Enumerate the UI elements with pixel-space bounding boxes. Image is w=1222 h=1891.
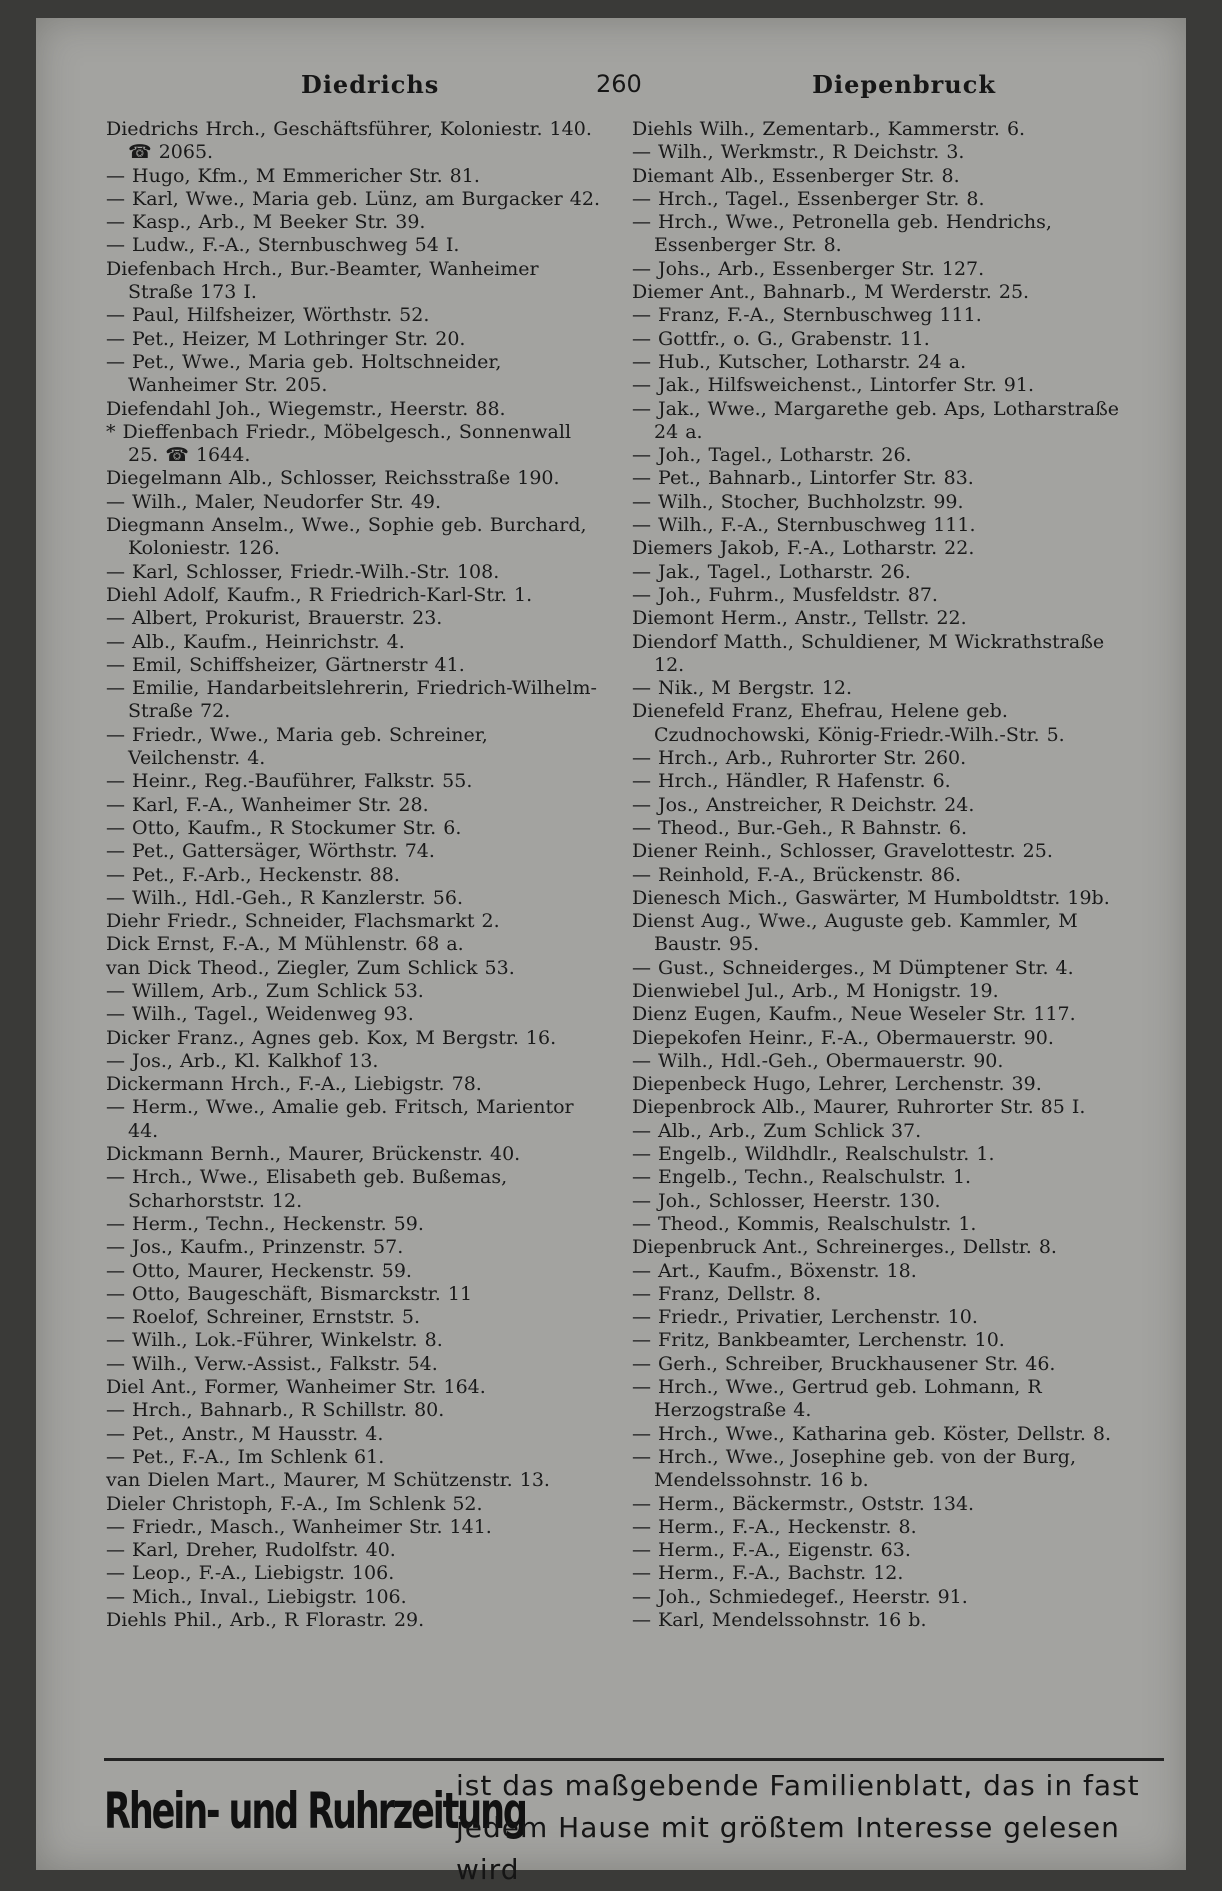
directory-entry: — Wilh., Hdl.-Geh., Obermauerstr. 90. (632, 1049, 1004, 1072)
directory-entry: Diefendahl Joh., Wiegemstr., Heerstr. 88. (106, 397, 506, 420)
directory-entry: — Wilh., Verw.-Assist., Falkstr. 54. (106, 1352, 438, 1375)
directory-entry: — Alb., Arb., Zum Schlick 37. (632, 1119, 922, 1142)
directory-entry: — Herm., F.-A., Bachstr. 12. (632, 1562, 904, 1585)
page-header (36, 70, 1186, 110)
directory-entry: — Pet., Wwe., Maria geb. Holtschneider, Wanheimer Str. 205. (106, 350, 502, 397)
directory-entry: — Gust., Schneiderges., M Dümptener Str. 4. (632, 956, 1074, 979)
directory-entry: — Art., Kaufm., Böxenstr. 18. (632, 1259, 917, 1282)
directory-entry: — Johs., Arb., Essenberger Str. 127. (632, 257, 985, 280)
directory-entry: — Franz, F.-A., Sternbuschweg 111. (632, 304, 982, 327)
directory-entry: Diemant Alb., Essenberger Str. 8. (632, 164, 960, 187)
directory-entry: — Roelof, Schreiner, Ernststr. 5. (106, 1306, 420, 1329)
directory-entry: Diehls Phil., Arb., R Florastr. 29. (106, 1609, 425, 1631)
directory-entry: — Jak., Wwe., Margarethe geb. Aps, Lotharstraße 24 a. (632, 397, 1120, 443)
directory-entry: Dieler Christoph, F.-A., Im Schlenk 52. (106, 1492, 483, 1515)
directory-entry: — Karl, Wwe., Maria geb. Lünz, am Burgacker 42. (106, 187, 600, 210)
directory-entry: Diehr Friedr., Schneider, Flachsmarkt 2. (106, 910, 500, 933)
directory-entry: — Joh., Tagel., Lotharstr. 26. (632, 444, 912, 467)
directory-entry: Diemer Ant., Bahnarb., M Werderstr. 25. (632, 281, 1030, 304)
directory-entry: — Jak., Hilfsweichenst., Lintorfer Str. 91. (632, 374, 1034, 397)
directory-entry: — Friedr., Masch., Wanheimer Str. 141. (106, 1515, 492, 1538)
directory-entry: — Pet., Bahnarb., Lintorfer Str. 83. (632, 467, 974, 490)
ad-brand: Rhein- und Ruhrzeitung (104, 1782, 526, 1840)
directory-entry: Dickermann Hrch., F.-A., Liebigstr. 78. (106, 1073, 482, 1096)
directory-entry: Dick Ernst, F.-A., M Mühlenstr. 68 a. (106, 933, 464, 956)
directory-entry: — Hrch., Wwe., Elisabeth geb. Bußemas, Scharhorststr. 12. (106, 1166, 508, 1212)
directory-entry: van Dick Theod., Ziegler, Zum Schlick 53. (106, 956, 515, 979)
directory-entry: Diegmann Anselm., Wwe., Sophie geb. Burchard, Koloniestr. 126. (106, 514, 587, 560)
directory-entry: — Herm., Wwe., Amalie geb. Fritsch, Marientor 44. (106, 1096, 574, 1142)
directory-entry: — Karl, Dreher, Rudolfstr. 40. (106, 1539, 396, 1562)
directory-entry: — Jos., Kaufm., Prinzenstr. 57. (106, 1236, 404, 1259)
directory-entry: — Emilie, Handarbeitslehrerin, Friedrich-Wilhelm-Straße 72. (106, 677, 597, 723)
directory-entry: — Hrch., Händler, R Hafenstr. 6. (632, 770, 951, 793)
directory-entry: — Herm., F.-A., Heckenstr. 8. (632, 1515, 917, 1538)
directory-entry: Diehls Wilh., Zementarb., Kammerstr. 6. (632, 118, 1026, 140)
directory-entry: — Hugo, Kfm., M Emmericher Str. 81. (106, 164, 480, 187)
directory-entry: — Otto, Kaufm., R Stockumer Str. 6. (106, 816, 462, 839)
directory-entry: — Hrch., Tagel., Essenberger Str. 8. (632, 187, 985, 210)
directory-entry: — Herm., F.-A., Eigenstr. 63. (632, 1539, 911, 1562)
directory-entry: — Pet., Anstr., M Hausstr. 4. (106, 1422, 384, 1445)
directory-entry: — Joh., Schlosser, Heerstr. 130. (632, 1189, 941, 1212)
directory-entry: — Hrch., Wwe., Petronella geb. Hendrichs, Essenberger Str. 8. (632, 211, 1052, 257)
directory-entry: — Emil, Schiffsheizer, Gärtnerstr 41. (106, 653, 465, 676)
advertisement (104, 1758, 1164, 1886)
directory-entry: — Karl, F.-A., Wanheimer Str. 28. (106, 793, 429, 816)
ad-line-1: ist das maßgebende Familienblatt, das in fast (456, 1769, 1140, 1802)
directory-entry: — Hrch., Wwe., Josephine geb. von der Burg, Mendelssohnstr. 16 b. (632, 1445, 1076, 1492)
directory-entry: Dienwiebel Jul., Arb., M Honigstr. 19. (632, 979, 999, 1002)
directory-entry: — Willem, Arb., Zum Schlick 53. (106, 979, 424, 1002)
directory-entry: — Wilh., Stocher, Buchholzstr. 99. (632, 490, 964, 513)
directory-entry: — Friedr., Wwe., Maria geb. Schreiner, Veilchenstr. 4. (106, 723, 488, 770)
directory-entry: — Nik., M Bergstr. 12. (632, 677, 852, 700)
directory-entry: Diegelmann Alb., Schlosser, Reichsstraße 190. (106, 467, 560, 490)
directory-entry: — Wilh., Maler, Neudorfer Str. 49. (106, 490, 442, 513)
directory-entry: — Fritz, Bankbeamter, Lerchenstr. 10. (632, 1329, 1005, 1352)
directory-entry: Diedrichs Hrch., Geschäftsführer, Koloniestr. 140. ☎ 2065. (106, 118, 592, 164)
directory-entry: — Engelb., Techn., Realschulstr. 1. (632, 1166, 972, 1189)
directory-entry: — Joh., Fuhrm., Musfeldstr. 87. (632, 583, 938, 606)
directory-entry: — Pet., F.-Arb., Heckenstr. 88. (106, 863, 400, 886)
directory-entry: — Jos., Anstreicher, R Deichstr. 24. (632, 793, 975, 816)
directory-entry: — Engelb., Wildhdlr., Realschulstr. 1. (632, 1143, 995, 1166)
directory-entry: — Herm., Techn., Heckenstr. 59. (106, 1212, 424, 1235)
directory-entry: — Paul, Hilfsheizer, Wörthstr. 52. (106, 304, 430, 327)
directory-entry: van Dielen Mart., Maurer, M Schützenstr. 13. (106, 1469, 550, 1492)
directory-entry: — Wilh., Werkmstr., R Deichstr. 3. (632, 141, 965, 164)
directory-entry: — Joh., Schmiedegef., Heerstr. 91. (632, 1585, 968, 1608)
directory-entry: — Wilh., Tagel., Weidenweg 93. (106, 1003, 414, 1026)
directory-entry: — Theod., Kommis, Realschulstr. 1. (632, 1212, 977, 1235)
directory-entry: — Leop., F.-A., Liebigstr. 106. (106, 1562, 395, 1585)
directory-entry: — Karl, Mendelssohnstr. 16 b. (632, 1609, 927, 1631)
ad-tagline (456, 1765, 1166, 1891)
directory-entry: — Hrch., Bahnarb., R Schillstr. 80. (106, 1399, 445, 1422)
directory-entry: * Dieffenbach Friedr., Möbelgesch., Sonnenwall 25. ☎ 1644. (106, 420, 572, 467)
directory-entry: Diemers Jakob, F.-A., Lotharstr. 22. (632, 537, 975, 560)
header-left-keyword: Diedrichs (301, 70, 440, 99)
directory-entry: — Pet., Gattersäger, Wörthstr. 74. (106, 840, 435, 863)
directory-entry: — Theod., Bur.-Geh., R Bahnstr. 6. (632, 816, 968, 839)
directory-entry: — Wilh., F.-A., Sternbuschweg 111. (632, 514, 976, 537)
directory-entry: Diepenbeck Hugo, Lehrer, Lerchenstr. 39. (632, 1073, 1042, 1096)
directory-entry: — Otto, Baugeschäft, Bismarckstr. 11 (106, 1282, 473, 1305)
directory-entry: — Mich., Inval., Liebigstr. 106. (106, 1585, 407, 1608)
directory-entry: — Karl, Schlosser, Friedr.-Wilh.-Str. 108. (106, 560, 500, 583)
directory-entry: — Ludw., F.-A., Sternbuschweg 54 I. (106, 234, 460, 257)
directory-entry: — Heinr., Reg.-Bauführer, Falkstr. 55. (106, 770, 473, 793)
directory-entry: — Herm., Bäckermstr., Oststr. 134. (632, 1492, 975, 1515)
directory-entry: — Kasp., Arb., M Beeker Str. 39. (106, 211, 426, 234)
directory-entry: — Hrch., Wwe., Gertrud geb. Lohmann, R Herzogstraße 4. (632, 1376, 1042, 1422)
directory-entry: Dienz Eugen, Kaufm., Neue Weseler Str. 117. (632, 1003, 1076, 1026)
directory-entry: — Reinhold, F.-A., Brückenstr. 86. (632, 863, 962, 886)
header-right-keyword: Diepenbruck (812, 70, 996, 99)
directory-entry: Diehl Adolf, Kaufm., R Friedrich-Karl-Str. 1. (106, 583, 533, 606)
directory-entry: Diendorf Matth., Schuldiener, M Wickrathstraße 12. (632, 630, 1105, 676)
directory-entry: Diener Reinh., Schlosser, Gravelottestr. 25. (632, 840, 1053, 863)
directory-entry: — Wilh., Lok.-Führer, Winkelstr. 8. (106, 1329, 443, 1352)
directory-entry: Dicker Franz., Agnes geb. Kox, M Bergstr. 16. (106, 1026, 557, 1049)
directory-entry: — Otto, Maurer, Heckenstr. 59. (106, 1259, 412, 1282)
left-column (106, 118, 606, 1632)
directory-entry: — Friedr., Privatier, Lerchenstr. 10. (632, 1306, 978, 1329)
directory-entry: — Hrch., Wwe., Katharina geb. Köster, Dellstr. 8. (632, 1422, 1112, 1445)
directory-entry: Diefenbach Hrch., Bur.-Beamter, Wanheimer Straße 173 I. (106, 257, 539, 304)
directory-entry: Dienst Aug., Wwe., Auguste geb. Kammler, M Baustr. 95. (632, 910, 1078, 956)
directory-entry: Diepenbruck Ant., Schreinerges., Dellstr. 8. (632, 1236, 1057, 1259)
directory-entry: — Albert, Prokurist, Brauerstr. 23. (106, 607, 443, 630)
page-number: 260 (596, 70, 642, 98)
directory-entry: Dickmann Bernh., Maurer, Brückenstr. 40. (106, 1143, 521, 1166)
directory-entry: — Pet., F.-A., Im Schlenk 61. (106, 1445, 385, 1468)
ad-line-2: jedem Hause mit größtem Interesse gelesen wird (456, 1811, 1120, 1886)
directory-entry: — Hub., Kutscher, Lotharstr. 24 a. (632, 350, 967, 373)
directory-entry: Diepenbrock Alb., Maurer, Ruhrorter Str. 85 I. (632, 1096, 1086, 1119)
directory-entry: Dienesch Mich., Gaswärter, M Humboldtstr. 19b. (632, 886, 1110, 909)
directory-entry: — Jak., Tagel., Lotharstr. 26. (632, 560, 911, 583)
directory-entry: — Franz, Dellstr. 8. (632, 1282, 822, 1305)
directory-entry: — Wilh., Hdl.-Geh., R Kanzlerstr. 56. (106, 886, 463, 909)
directory-entry: — Alb., Kaufm., Heinrichstr. 4. (106, 630, 405, 653)
directory-entry: — Gerh., Schreiber, Bruckhausener Str. 46. (632, 1352, 1056, 1375)
directory-entry: — Jos., Arb., Kl. Kalkhof 13. (106, 1049, 379, 1072)
directory-entry: Dienefeld Franz, Ehefrau, Helene geb. Czudnochowski, König-Friedr.-Wilh.-Str. 5. (632, 700, 1065, 746)
directory-entry: — Hrch., Arb., Ruhrorter Str. 260. (632, 747, 967, 770)
directory-entry: Diemont Herm., Anstr., Tellstr. 22. (632, 607, 967, 630)
directory-entry: — Pet., Heizer, M Lothringer Str. 20. (106, 327, 466, 350)
directory-entry: — Gottfr., o. G., Grabenstr. 11. (632, 327, 930, 350)
directory-page (36, 18, 1186, 1886)
directory-entry: Diel Ant., Former, Wanheimer Str. 164. (106, 1376, 486, 1399)
directory-entry: Diepekofen Heinr., F.-A., Obermauerstr. 90. (632, 1026, 1054, 1049)
right-column (632, 118, 1132, 1632)
